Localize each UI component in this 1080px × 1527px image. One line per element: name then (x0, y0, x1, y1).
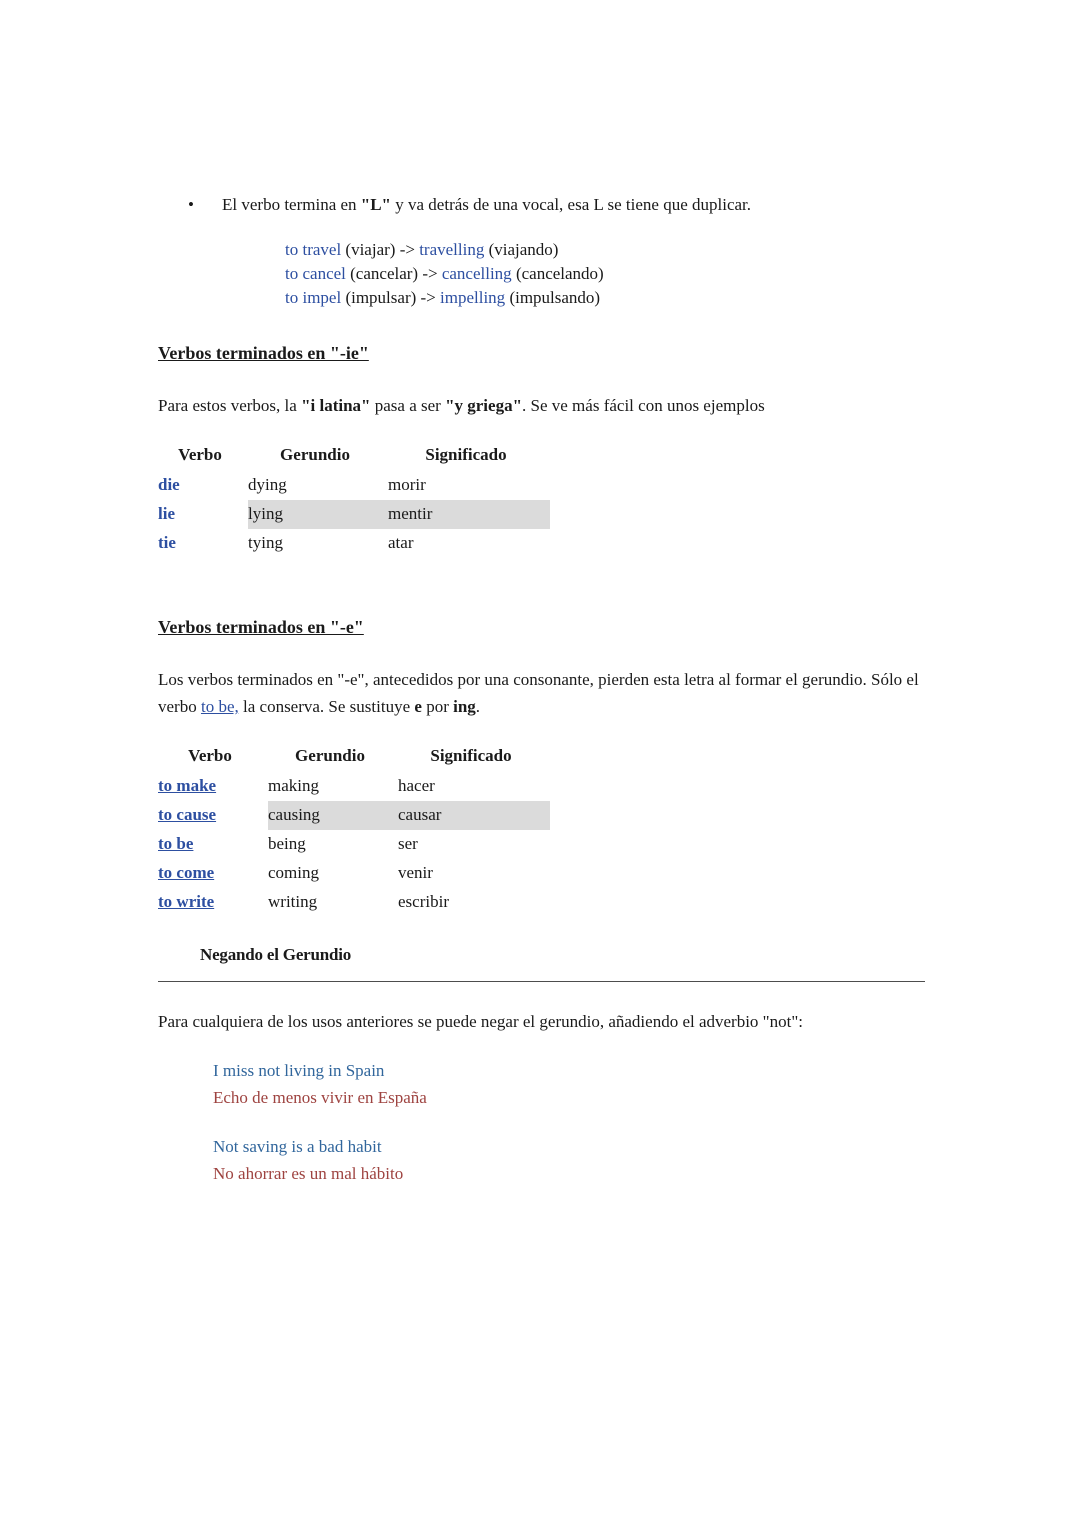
para-bold-i-latina: "i latina" (301, 396, 371, 415)
verb-link[interactable]: lie (158, 504, 175, 523)
verb-cell (158, 500, 248, 529)
para-bold-y-griega: "y griega" (445, 396, 523, 415)
negation-heading-block (158, 943, 925, 982)
col-header-significado: Significado (425, 445, 507, 464)
to-be-link[interactable]: to be, (200, 697, 239, 716)
col-header-significado: Significado (430, 746, 512, 765)
col-header-gerundio: Gerundio (280, 445, 350, 464)
example-line (285, 238, 925, 262)
gerund-cell: tying (248, 533, 283, 552)
verb-cell (158, 830, 268, 859)
bullet-text (222, 195, 751, 214)
example-text: (cancelar) -> (345, 264, 442, 283)
paragraph-ie (158, 392, 925, 419)
para-seg: Los verbos terminados en "-e", antecedidos por una consonante, pierden esta letra al formar el gerundio. Sólo el verbo (158, 670, 919, 716)
table-row (158, 529, 550, 558)
l-examples (285, 238, 925, 310)
meaning-cell: hacer (398, 776, 435, 795)
para-seg: . Se ve más fácil con unos ejemplos (522, 396, 765, 415)
meaning-cell: venir (398, 863, 433, 882)
verb-cell (158, 529, 248, 558)
col-header-verbo: Verbo (178, 445, 222, 464)
table-row (158, 772, 550, 801)
meaning-cell: escribir (398, 892, 449, 911)
gerund-link[interactable]: travelling (419, 240, 485, 259)
gerund-table-ie (158, 441, 550, 558)
para-bold-ing: ing (453, 697, 476, 716)
table-header-row (158, 441, 550, 471)
verb-link[interactable]: die (158, 475, 180, 494)
negation-heading: Negando el Gerundio (200, 945, 352, 964)
verb-link[interactable]: to travel (285, 240, 342, 259)
verb-link[interactable]: to be (158, 834, 194, 853)
table-row (158, 471, 550, 500)
table-header-row (158, 742, 550, 772)
gerund-cell: writing (268, 892, 318, 911)
para-seg: . (475, 697, 481, 716)
verb-link[interactable]: to cancel (285, 264, 346, 283)
example-text: (viajando) (484, 240, 559, 259)
gerund-cell: dying (248, 475, 287, 494)
para-seg: la conserva. Se sustituye (238, 697, 415, 716)
example-text: (viajar) -> (341, 240, 420, 259)
table-row (158, 801, 550, 830)
section-heading-ie: Verbos terminados en "-ie" (158, 343, 369, 363)
spanish-translation: No ahorrar es un mal hábito (213, 1164, 404, 1183)
table-row (158, 859, 550, 888)
col-header-verbo: Verbo (188, 746, 232, 765)
bullet-seg2: y va detrás de una vocal, esa L se tiene que duplicar. (391, 195, 752, 214)
meaning-cell: ser (398, 834, 418, 853)
para-seg: pasa a ser (370, 396, 446, 415)
example-text: (impulsando) (505, 288, 601, 307)
example-pair (213, 1133, 925, 1187)
verb-link[interactable]: to cause (158, 805, 217, 824)
bullet-bold-L: "L" (360, 195, 391, 214)
negation-paragraph: Para cualquiera de los usos anteriores se puede negar el gerundio, añadiendo el adverbio "not": (158, 1012, 804, 1031)
meaning-cell: morir (388, 475, 426, 494)
table-row (158, 830, 550, 859)
verb-link[interactable]: to impel (285, 288, 342, 307)
gerund-cell: lying (248, 500, 388, 529)
verb-link[interactable]: tie (158, 533, 176, 552)
section-heading-e: Verbos terminados en "-e" (158, 617, 364, 637)
gerund-cell: being (268, 834, 306, 853)
verb-cell (158, 801, 268, 830)
verb-cell (158, 859, 268, 888)
gerund-cell: coming (268, 863, 319, 882)
paragraph-e (158, 666, 925, 720)
english-sentence: I miss not living in Spain (213, 1061, 385, 1080)
example-text: (cancelando) (511, 264, 604, 283)
verb-link[interactable]: to come (158, 863, 215, 882)
verb-cell (158, 888, 268, 917)
example-line (285, 286, 925, 310)
spanish-translation: Echo de menos vivir en España (213, 1088, 427, 1107)
gerund-link[interactable]: cancelling (441, 264, 512, 283)
table-row (158, 888, 550, 917)
para-seg: Para estos verbos, la (158, 396, 302, 415)
verb-link[interactable]: to make (158, 776, 217, 795)
para-bold-e: e (414, 697, 422, 716)
meaning-cell: causar (398, 801, 550, 830)
verb-link[interactable]: to write (158, 892, 215, 911)
bullet-seg1: El verbo termina en (222, 195, 361, 214)
gerund-table-e (158, 742, 550, 917)
table-row (158, 500, 550, 529)
bullet-item (158, 192, 925, 218)
example-line (285, 262, 925, 286)
meaning-cell: mentir (388, 500, 550, 529)
para-seg: por (421, 697, 454, 716)
gerund-link[interactable]: impelling (440, 288, 506, 307)
gerund-cell: making (268, 776, 319, 795)
gerund-cell: causing (268, 801, 398, 830)
verb-cell (158, 471, 248, 500)
col-header-gerundio: Gerundio (295, 746, 365, 765)
bullet-marker: • (188, 195, 194, 214)
example-text: (impulsar) -> (341, 288, 441, 307)
verb-cell (158, 772, 268, 801)
english-sentence: Not saving is a bad habit (213, 1137, 382, 1156)
example-pair (213, 1057, 925, 1111)
meaning-cell: atar (388, 533, 414, 552)
